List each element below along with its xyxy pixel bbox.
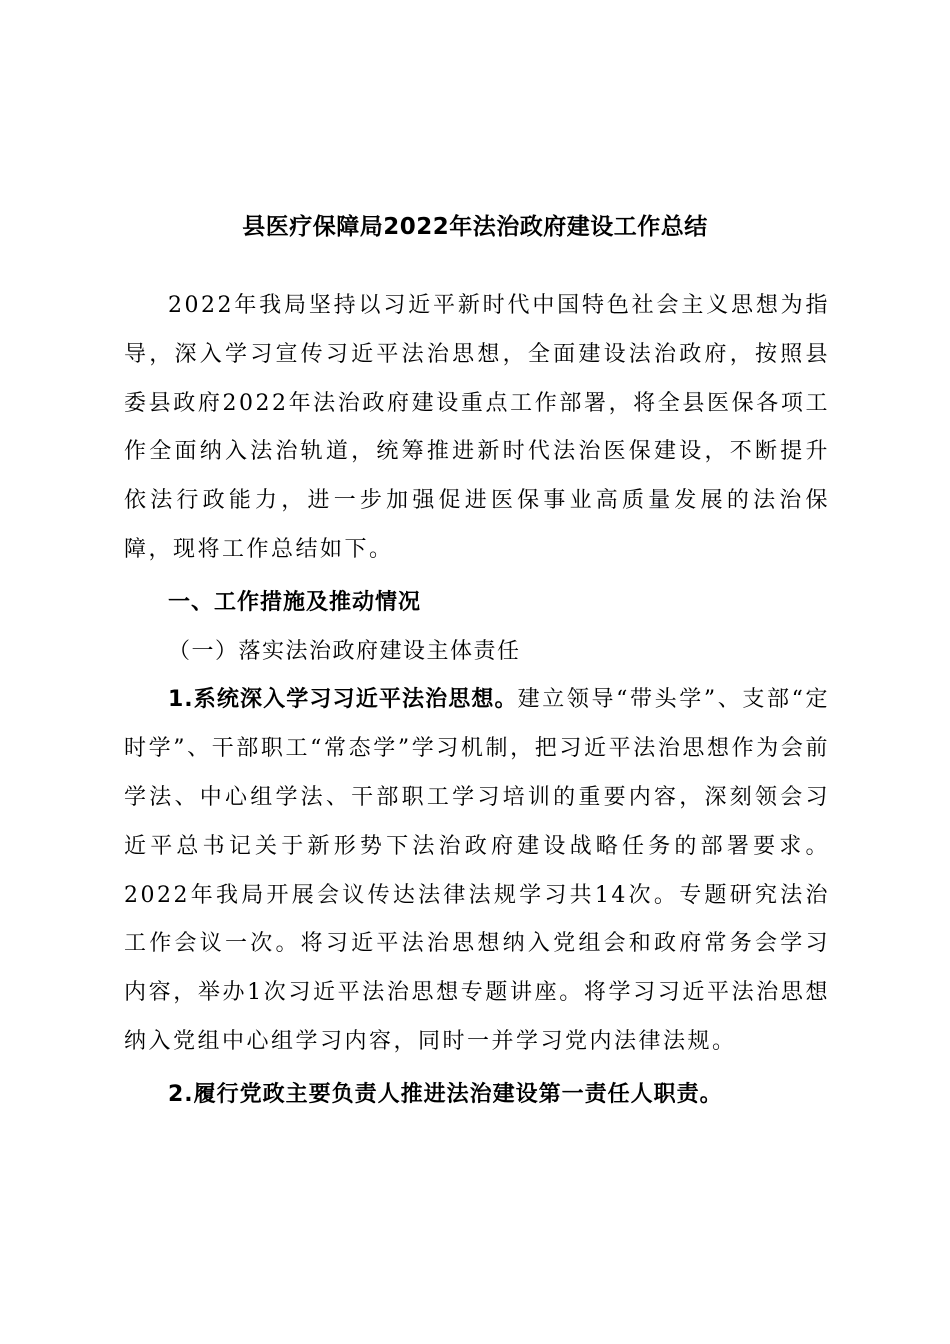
item-2-lead: 2.履行党政主要负责人推进法治建设第一责任人职责。: [168, 1081, 723, 1107]
item-1-text: 建立领导“带头学”、支部“定时学”、干部职工“常态学”学习机制，把习近平法治思想作为会前学法、中心组学法、干部职工学习培训的重要内容，深刻领会习近平总书记关于新形势下法治政府建设战略任务的部署要求。2022年我局开展会议传达法律法规学习共14次。专题研究法治工作会议一次。将习近平法治思想纳入党组会和政府常务会学习内容，举办1次习近平法治思想专题讲座。将学习习近平法治思想纳入党组中心组学习内容，同时一并学习党内法律法规。: [124, 687, 830, 1054]
item-1-paragraph: [124, 676, 830, 1066]
item-1-lead: 1.系统深入学习习近平法治思想。: [168, 687, 518, 713]
section-heading-1: 一、工作措施及推动情况: [168, 589, 422, 615]
document-body: [124, 282, 830, 1120]
subsection-heading-1: （一）落实法治政府建设主体责任: [168, 638, 521, 664]
intro-paragraph: 2022年我局坚持以习近平新时代中国特色社会主义思想为指导，深入学习宣传习近平法治思想，全面建设法治政府，按照县委县政府2022年法治政府建设重点工作部署，将全县医保各项工作全面纳入法治轨道，统筹推进新时代法治医保建设，不断提升依法行政能力，进一步加强促进医保事业高质量发展的法治保障，现将工作总结如下。: [124, 293, 830, 562]
document-title: 县医疗保障局2022年法治政府建设工作总结: [242, 214, 708, 240]
